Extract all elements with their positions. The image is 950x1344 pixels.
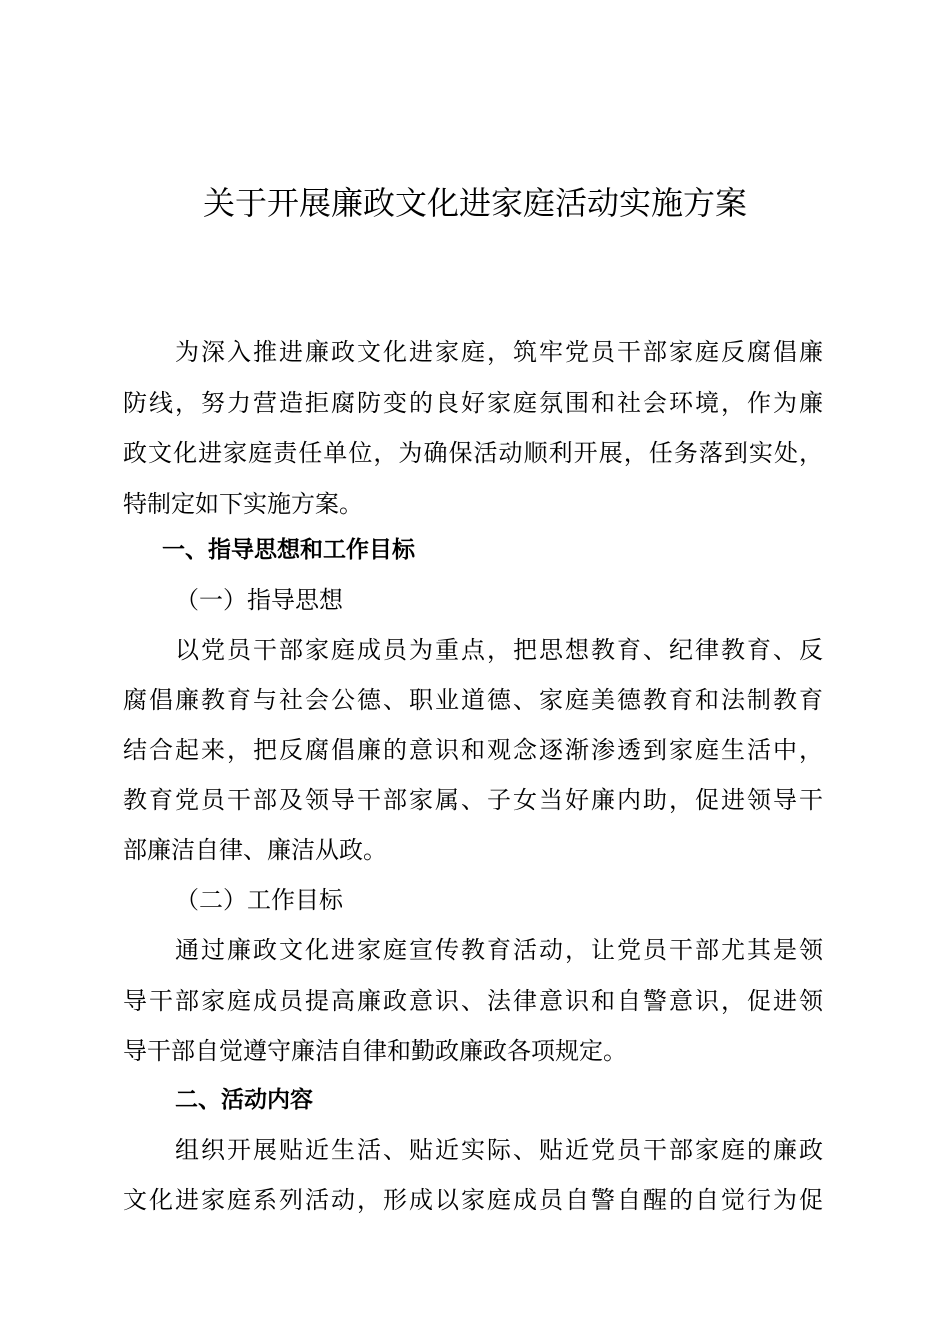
paragraph-line: 导干部家庭成员提高廉政意识、法律意识和自警意识，促进领	[123, 987, 823, 1015]
intro-line-4: 特制定如下实施方案。	[123, 490, 363, 518]
paragraph-line: 组织开展贴近生活、贴近实际、贴近党员干部家庭的廉政	[175, 1136, 823, 1164]
paragraph-line: 导干部自觉遵守廉洁自律和勤政廉政各项规定。	[123, 1037, 627, 1065]
intro-line-1: 为深入推进廉政文化进家庭，筑牢党员干部家庭反腐倡廉	[175, 338, 823, 366]
paragraph-line: 结合起来，把反腐倡廉的意识和观念逐渐渗透到家庭生活中，	[123, 736, 823, 764]
intro-line-2: 防线，努力营造拒腐防变的良好家庭氛围和社会环境，作为廉	[123, 389, 823, 417]
section-heading-activity-content: 二、活动内容	[175, 1087, 313, 1113]
section-heading-guiding-thought: 一、指导思想和工作目标	[162, 537, 415, 563]
subsection-heading-work-goal: （二）工作目标	[175, 886, 343, 914]
intro-line-3: 政文化进家庭责任单位，为确保活动顺利开展，任务落到实处，	[123, 439, 823, 467]
paragraph-line: 教育党员干部及领导干部家属、子女当好廉内助，促进领导干	[123, 786, 823, 814]
paragraph-line: 以党员干部家庭成员为重点，把思想教育、纪律教育、反	[175, 636, 823, 664]
subsection-heading-guiding-thought: （一）指导思想	[175, 586, 343, 614]
paragraph-line: 腐倡廉教育与社会公德、职业道德、家庭美德教育和法制教育	[123, 686, 823, 714]
document-title: 关于开展廉政文化进家庭活动实施方案	[202, 184, 747, 222]
paragraph-line: 通过廉政文化进家庭宣传教育活动，让党员干部尤其是领	[175, 936, 823, 964]
paragraph-line: 部廉洁自律、廉洁从政。	[123, 836, 387, 864]
paragraph-line: 文化进家庭系列活动，形成以家庭成员自警自醒的自觉行为促	[123, 1186, 823, 1214]
